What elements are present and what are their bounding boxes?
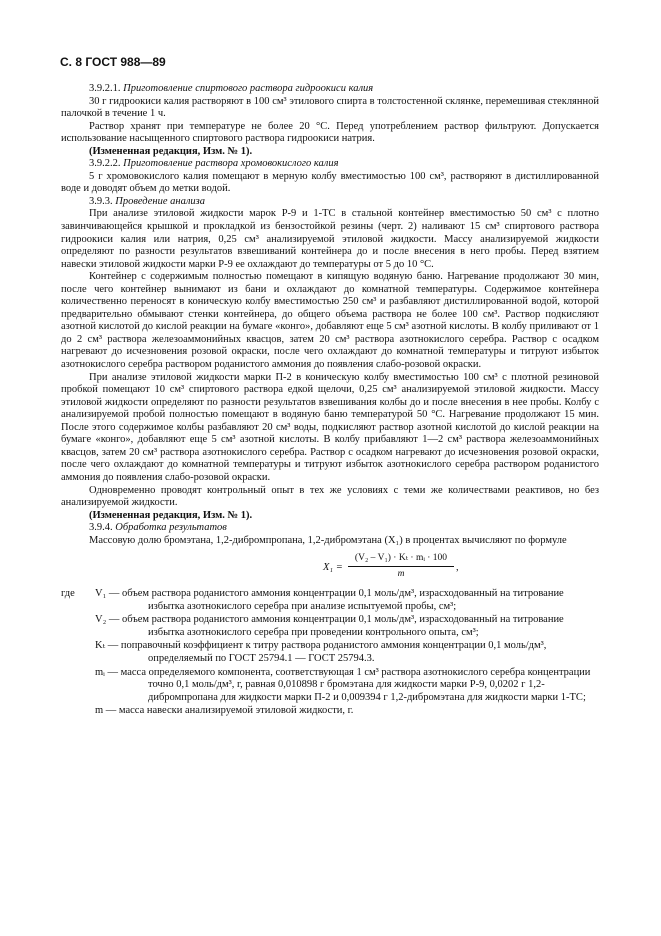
paragraph: Раствор хранят при температуре не более 20 °С. Перед употреблением раствор фильтруют. Допускается использование насыщенного спиртового раствора гидроокиси натрия.: [61, 120, 599, 145]
definition-text: Kₜ — поправочный коэффициент к титру раствора роданистого аммония концентрации 0,1 моль/дм³, определяемый по ГОСТ 25794.1 — ГОСТ 25794.3.: [95, 640, 547, 664]
section-title: Проведение анализа: [115, 195, 206, 207]
formula-numerator: (V₂ – V₁) · Kₜ · mᵢ · 100: [348, 552, 454, 567]
section-3-9-3-heading: [61, 196, 599, 209]
section-number: 3.9.2.1.: [89, 83, 121, 94]
definition-mi: [61, 667, 599, 705]
paragraph: 30 г гидроокиси калия растворяют в 100 см³ этилового спирта в толстостенной склянке, перемешивая стеклянной палочкой в течение 1 ч.: [61, 95, 599, 120]
paragraph: При анализе этиловой жидкости марок Р-9 и 1-ТС в стальной контейнер вместимостью 50 см³ с плотно завинчивающейся крышкой и прокладкой из бензостойкой резины (черт. 2) наливают 15 см³ спиртового раствора гидроокиси калия или натрия, 0,25 см³ анализируемой этиловой жидкости. Массу анализируемой жидкости определяют по разности результатов взвешиваний контейнера до и после внесения в него пробы. Перед взятием навески этиловой жидкости марки Р-9 ее охлаждают до температуры от 5 до 10 °С.: [61, 208, 599, 270]
paragraph: Контейнер с содержимым полностью помещают в кипящую водяную баню. Нагревание продолжают 30 мин, после чего контейнер вынимают из бани и охлаждают до комнатной температуры. Содержимое контейнера количественно переносят в коническую колбу вместимостью 250 см³ и разбавляют дистиллированной водой, которой предварительно обмывают стенки контейнера, до общего объема раствора не более 100 см³. Раствор подкисляют азотной кислотой до кислой реакции на бумаге «конго», добавляют еще 5 см³ азотной кислоты. В колбу приливают от 1 до 2 см³ раствора железоаммонийных квасцов, затем 20 см³ раствора азотнокислого серебра. Раствор с осадком нагревают до исчезновения розовой окраски, после чего охлаждают до комнатной температуры и титруют избыток азотнокислого серебра раствором роданистого аммония до появления слабо-розовой окраски.: [61, 271, 599, 371]
section-3-9-2-2-heading: [61, 158, 599, 171]
paragraph: Массовую долю бромэтана, 1,2-дибромпропана, 1,2-дибромэтана (X₁) в процентах вычисляют по формуле: [89, 534, 567, 546]
formula-lhs: X₁ =: [323, 562, 343, 574]
formula-fraction: [348, 552, 454, 580]
section-title: Обработка результатов: [115, 522, 227, 534]
section-title: Приготовление раствора хромовокислого калия: [123, 158, 339, 170]
section-title: Приготовление спиртового раствора гидроокиси калия: [123, 83, 374, 94]
section-number: 3.9.4.: [89, 522, 113, 534]
paragraph: 5 г хромовокислого калия помещают в мерную колбу вместимостью 100 см³, растворяют в дистиллированной воде и доводят объем до метки водой.: [61, 170, 599, 195]
definition-text: V₁ — объем раствора роданистого аммония концентрации 0,1 моль/дм³, израсходованный на титрование избытка азотнокислого серебра при анализе испытуемой пробы, см³;: [95, 588, 564, 612]
definition-kt: [61, 640, 599, 665]
formula-comma: ,: [456, 562, 459, 574]
formula: [61, 552, 599, 586]
section-3-9-4-heading: [61, 522, 599, 535]
paragraph: Одновременно проводят контрольный опыт в тех же условиях с теми же количествами реактивов, но без анализируемой жидкости.: [61, 484, 599, 509]
where-word: где: [61, 588, 75, 600]
section-3-9-2-1-heading: [61, 83, 599, 96]
page-header: С. 8 ГОСТ 988—89: [60, 55, 166, 69]
formula-denominator: m: [397, 568, 405, 579]
definition-m: [61, 705, 599, 718]
section-number: 3.9.3.: [89, 195, 113, 207]
definition-text: V₂ — объем раствора роданистого аммония концентрации 0,1 моль/дм³, израсходованный на титрование избытка азотнокислого серебра при проведении контрольного опыта, см³;: [95, 614, 564, 638]
variable-definitions: [61, 588, 599, 717]
amendment-note: (Измененная редакция, Изм. № 1).: [89, 509, 253, 521]
amendment-note: (Измененная редакция, Изм. № 1).: [89, 145, 253, 157]
section-number: 3.9.2.2.: [89, 158, 121, 170]
paragraph: При анализе этиловой жидкости марки П-2 в коническую колбу вместимостью 100 см³ с плотной резиновой пробкой помещают 10 см³ спиртового раствора едкой щелочи, 0,25 см³ анализируемой этиловой жидкости. Массу этиловой жидкости определяют по разности результатов взвешивания колбы до и после внесения в нее пробы. Колбу с анализируемой пробой полностью помещают в водяную баню температурой 50 °С. Нагревание продолжают 15 мин. После этого содержимое колбы разбавляют 20 см³ воды, подкисляют раствор азотной кислотой до кислой реакции на бумаге «конго», добавляют еще 5 см³ азотной кислоты. В колбу прибавляют 1—2 см³ раствора железоаммонийных квасцов, затем 20 см³ раствора азотнокислого серебра. Раствор с осадком нагревают до исчезновения розовой окраски, после чего охлаждают до комнатной температуры и титруют избыток азотнокислого серебра раствором роданистого аммония до появления слабо-розовой окраски.: [61, 371, 599, 483]
definition-text: m — масса навески анализируемой этиловой жидкости, г.: [95, 705, 354, 717]
document-body: [61, 83, 599, 718]
definition-v2: [61, 614, 599, 639]
definition-v1: [61, 588, 599, 613]
definition-text: mᵢ — масса определяемого компонента, соответствующая 1 см³ раствора азотнокислого серебра концентрации точно 0,1 моль/дм³, г, равная 0,010898 г бромэтана для жидкости марки Р-9, 0,0202 г 1,2-дибромпропана для жидкости марки П-2 и 0,009394 г 1,2-дибромэтана для жидкости марки 1-ТС;: [95, 666, 591, 703]
